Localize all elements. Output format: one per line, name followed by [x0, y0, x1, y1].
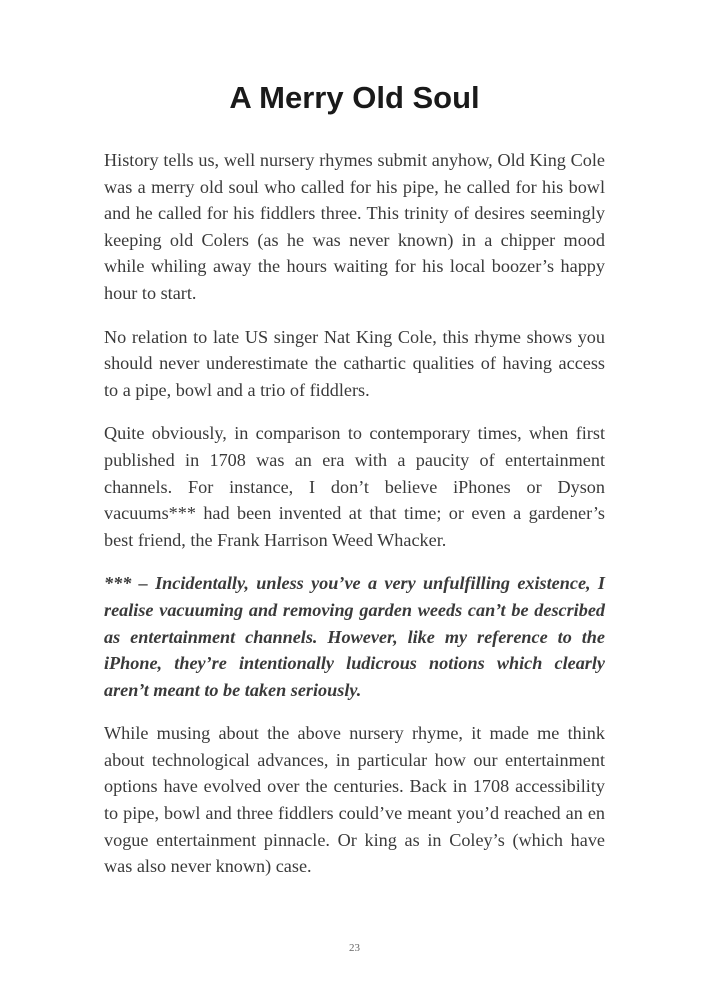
page-number: 23 — [349, 942, 360, 954]
paragraph: While musing about the above nursery rhyme, it made me think about technological advances, in particular how our entertainment options have evolved over the centuries. Back in 1708 accessibility to pipe, bowl and three fiddlers could’ve meant you’d reached an en vogue entertainment pinnacle. Or king as in Coley’s (which have was also never known) case. — [104, 723, 605, 877]
paragraph: History tells us, well nursery rhymes submit anyhow, Old King Cole was a merry old soul who called for his pipe, he called for his bowl and he called for his fiddlers three. This trinity of desires seemingly keeping old Colers (as he was never known) in a chipper mood while whiling away the hours waiting for his local boozer’s happy hour to start. — [104, 150, 605, 303]
page-title: A Merry Old Soul — [229, 80, 480, 115]
paragraph: Quite obviously, in comparison to contemporary times, when first published in 1708 was an era with a paucity of entertainment channels. For instance, I don’t believe iPhones or Dyson vacuums*** had been invented at that time; or even a gardener’s best friend, the Frank Harrison Weed Whacker. — [104, 423, 605, 550]
paragraph: No relation to late US singer Nat King Cole, this rhyme shows you should never underestimate the cathartic qualities of having access to a pipe, bowl and a trio of fiddlers. — [104, 326, 605, 400]
body-text — [104, 147, 605, 897]
footnote-paragraph: *** – Incidentally, unless you’ve a very unfulfilling existence, I realise vacuuming and removing garden weeds can’t be described as entertainment channels. However, like my reference to the iPhone, they’re intentionally ludicrous notions which clearly aren’t meant to be taken seriously. — [104, 573, 605, 700]
